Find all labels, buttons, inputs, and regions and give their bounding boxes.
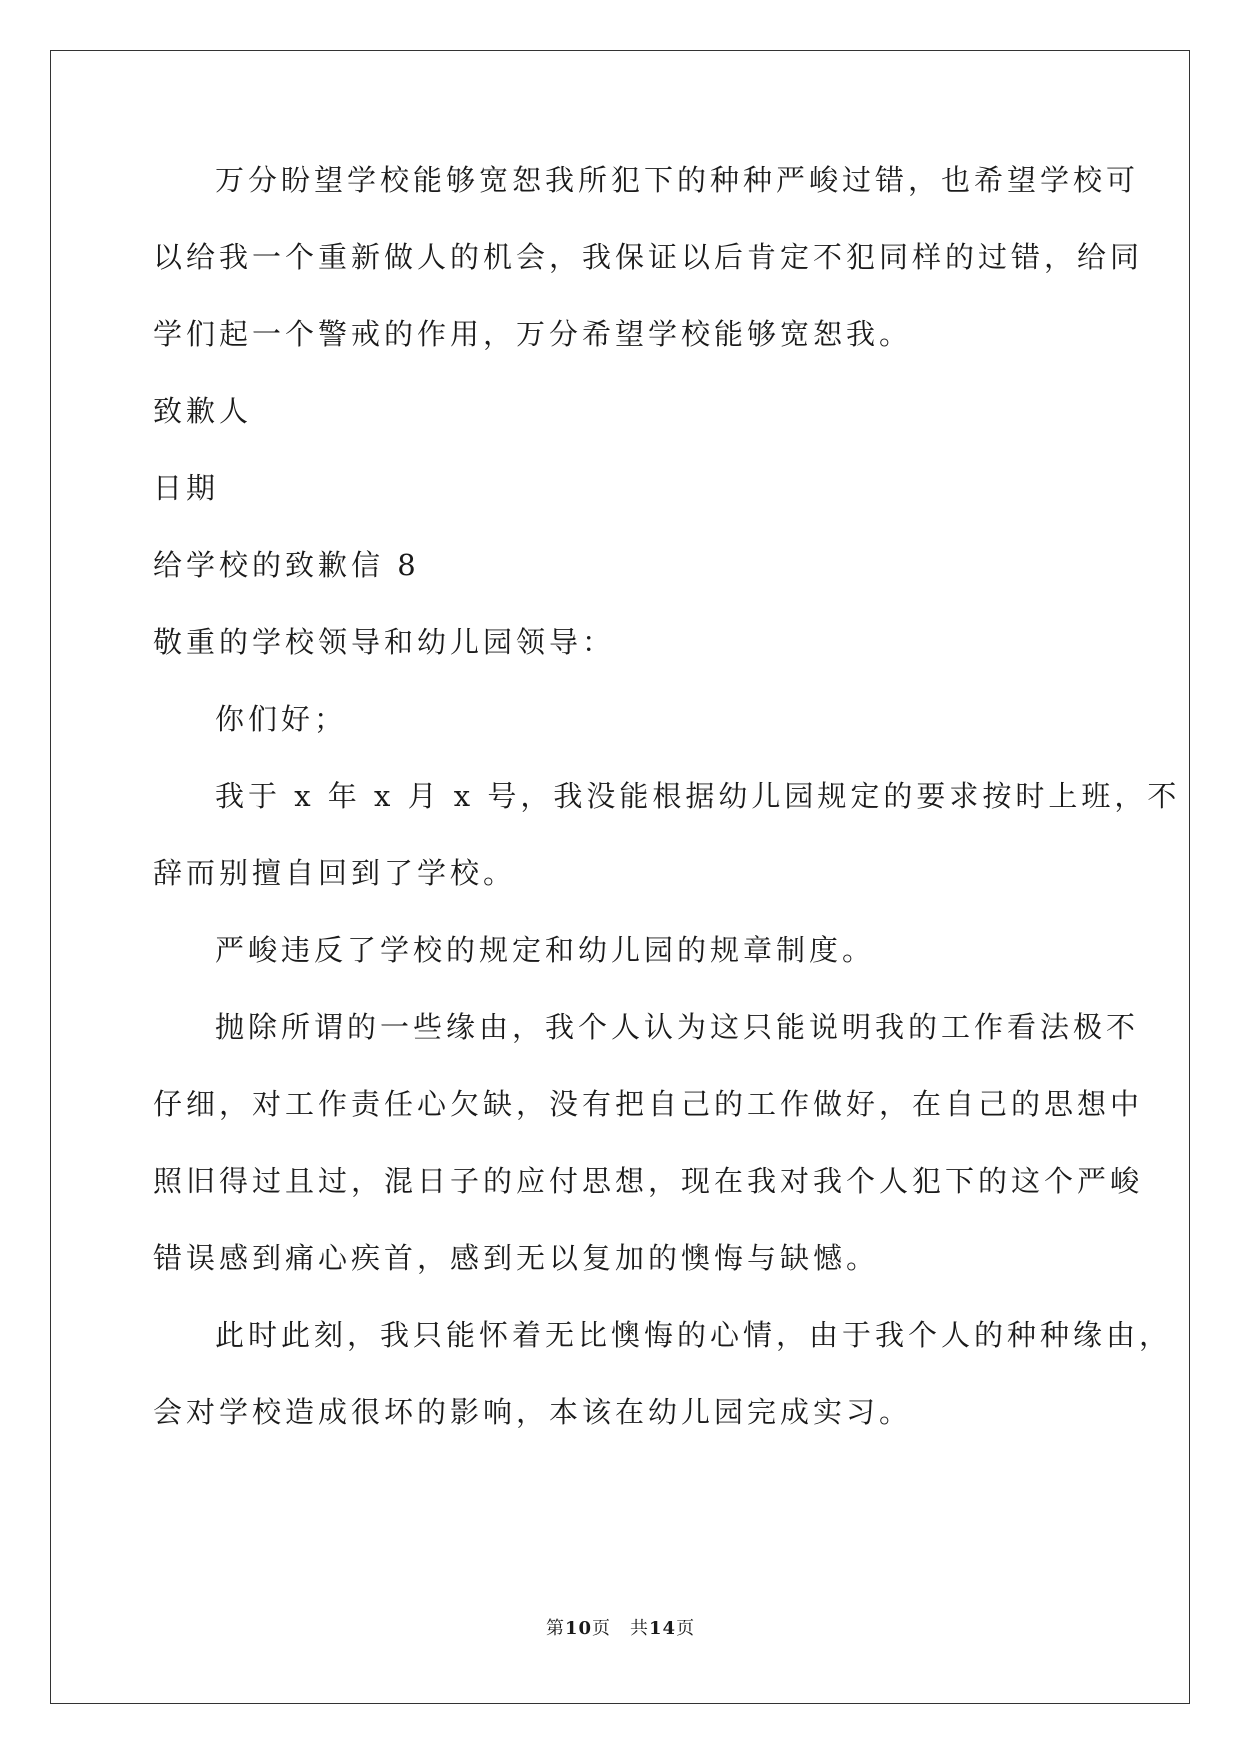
paragraph-line: 辞而别擅自回到了学校。 [153, 856, 517, 890]
salutation: 敬重的学校领导和幼儿园领导： [153, 625, 616, 659]
letter-heading: 给学校的致歉信 8 [153, 548, 420, 582]
paragraph-line: 学们起一个警戒的作用，万分希望学校能够宽恕我。 [153, 317, 913, 351]
paragraph-line: 严峻违反了学校的规定和幼儿园的规章制度。 [215, 933, 876, 967]
paragraph-line: 我于 x 年 x 月 x 号，我没能根据幼儿园规定的要求按时上班，不 [215, 779, 1181, 813]
signature-label: 致歉人 [153, 394, 253, 428]
greeting: 你们好； [215, 702, 348, 736]
paragraph-line: 会对学校造成很坏的影响，本该在幼儿园完成实习。 [153, 1395, 913, 1429]
paragraph-line: 以给我一个重新做人的机会，我保证以后肯定不犯同样的过错，给同 [153, 240, 1144, 274]
paragraph-line: 抛除所谓的一些缘由，我个人认为这只能说明我的工作看法极不 [215, 1010, 1140, 1044]
paragraph-line: 此时此刻，我只能怀着无比懊悔的心情，由于我个人的种种缘由， [215, 1318, 1173, 1352]
current-page-number: 10 [564, 1618, 592, 1639]
paragraph-line: 错误感到痛心疾首，感到无以复加的懊悔与缺憾。 [153, 1241, 880, 1275]
paragraph-line: 仔细，对工作责任心欠缺，没有把自己的工作做好，在自己的思想中 [153, 1087, 1144, 1121]
date-label: 日期 [153, 471, 220, 505]
document-body [153, 162, 1181, 1471]
page-footer [0, 1614, 1241, 1640]
footer-suffix: 页 [676, 1618, 696, 1639]
footer-middle: 页 共 [592, 1618, 649, 1639]
paragraph-line: 照旧得过且过，混日子的应付思想，现在我对我个人犯下的这个严峻 [153, 1164, 1144, 1198]
paragraph-line: 万分盼望学校能够宽恕我所犯下的种种严峻过错，也希望学校可 [215, 163, 1140, 197]
total-pages-number: 14 [649, 1618, 677, 1639]
footer-prefix: 第 [545, 1618, 565, 1639]
